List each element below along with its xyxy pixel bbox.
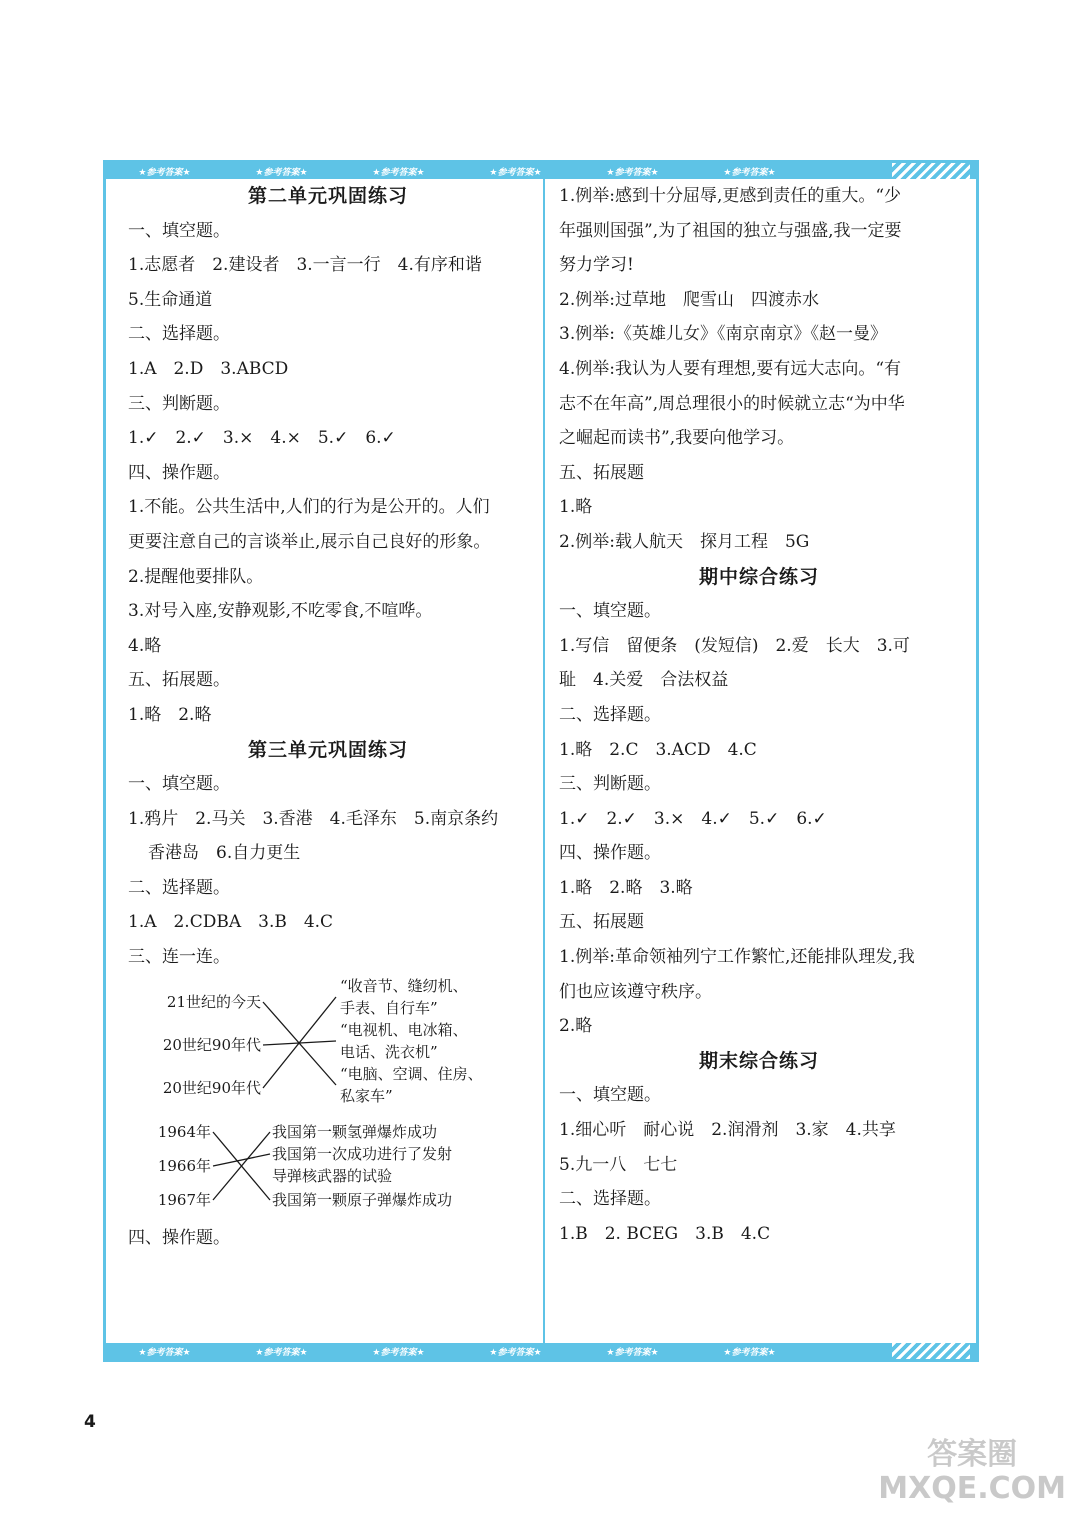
footer-tag: ★参考答案★ (723, 1347, 776, 1358)
footer-bar (106, 1343, 976, 1359)
answer-line: 努力学习! (559, 255, 634, 276)
match-label: “电脑、空调、住房、 (340, 1064, 483, 1083)
stripe-decoration (892, 163, 970, 179)
answer-line: 2.提醒他要排队。 (128, 566, 264, 587)
match-label: 1966年 (157, 1156, 211, 1175)
match-label: 电话、洗衣机” (340, 1042, 438, 1061)
header-tag: ★参考答案★ (138, 167, 191, 178)
header-tag: ★参考答案★ (255, 167, 308, 178)
watermark-line: 答案圈 (927, 1437, 1018, 1472)
answer-line: 5.生命通道 (128, 289, 213, 310)
match-label: 20世纪90年代 (162, 1078, 261, 1097)
match-label: 1967年 (157, 1190, 211, 1209)
answer-line: 五、拓展题。 (128, 670, 230, 691)
answer-line: 1.鸦片 2.马关 3.香港 4.毛泽东 5.南京条约 (128, 808, 499, 829)
header-bar (106, 163, 976, 179)
header-tag: ★参考答案★ (372, 167, 425, 178)
answer-line: 香港岛 6.自力更生 (148, 843, 301, 864)
answer-line: 1.B 2. BCEG 3.B 4.C (559, 1223, 771, 1244)
answer-line: 三、连一连。 (128, 947, 230, 968)
section-title: 第二单元巩固练习 (247, 185, 408, 207)
answer-line: 四、操作题。 (128, 1227, 230, 1248)
section-title: 期中综合练习 (698, 565, 819, 588)
section-title: 第三单元巩固练习 (247, 738, 408, 761)
answer-line: 二、选择题。 (128, 324, 230, 345)
column-divider (543, 179, 545, 1343)
answer-line: 之崛起而读书”,我要向他学习。 (559, 428, 795, 449)
page-number: 4 (84, 1412, 96, 1432)
left-column (128, 179, 528, 1255)
answer-line: 五、拓展题 (559, 912, 644, 933)
match-line (263, 997, 336, 1088)
answer-line: 一、填空题。 (559, 601, 661, 622)
match-label: 导弹核武器的试验 (272, 1166, 393, 1185)
answer-line: 四、操作题。 (128, 462, 230, 483)
answer-line: 5.九一八 七七 (559, 1154, 678, 1175)
watermark-line: MXQE.COM (878, 1471, 1066, 1506)
match-label: 我国第一颗原子弹爆炸成功 (272, 1190, 453, 1209)
answer-line: 1.略 2.略 (128, 704, 212, 725)
footer-tag: ★参考答案★ (255, 1347, 308, 1358)
answer-line: 年强则国强”,为了祖国的独立与强盛,我一定要 (559, 220, 902, 241)
answer-line: 1.细心听 耐心说 2.润滑剂 3.家 4.共享 (559, 1120, 896, 1141)
match-label: 手表、自行车” (340, 998, 438, 1017)
answer-line: 1.例举:革命领袖列宁工作繁忙,还能排队理发,我 (559, 947, 915, 968)
answer-line: 三、判断题。 (559, 774, 661, 795)
match-line (213, 1154, 270, 1166)
answer-line: 三、判断题。 (128, 393, 230, 414)
answer-line: 1.A 2.D 3.ABCD (128, 358, 289, 379)
answer-line: 1.略 2.略 3.略 (559, 877, 693, 898)
answer-line: 3.对号入座,安静观影,不吃零食,不喧哗。 (128, 601, 433, 622)
answer-line: 五、拓展题 (559, 462, 644, 483)
match-label: 20世纪90年代 (162, 1035, 261, 1054)
answer-line: 2.例举:载人航天 探月工程 5G (559, 531, 810, 552)
section-title: 期末综合练习 (698, 1049, 819, 1072)
answer-line: 四、操作题。 (559, 843, 661, 864)
stripe-decoration (892, 1343, 970, 1359)
answer-line: 1.略 2.C 3.ACD 4.C (559, 739, 757, 760)
match-label: 我国第一次成功进行了发射 (272, 1144, 453, 1163)
right-column (559, 179, 959, 1251)
answer-line: 1.例举:感到十分屈辱,更感到责任的重大。“少 (559, 186, 902, 206)
match-label: “收音节、缝纫机、 (340, 976, 468, 995)
answer-line: 1.✓ 2.✓ 3.× 4.× 5.✓ 6.✓ (128, 428, 396, 449)
header-tag: ★参考答案★ (606, 167, 659, 178)
answer-line: 3.例举:《英雄儿女》《南京南京》《赵一曼》 (559, 324, 887, 345)
answer-line: 1.✓ 2.✓ 3.× 4.✓ 5.✓ 6.✓ (559, 808, 827, 829)
answer-line: 二、选择题。 (559, 1189, 661, 1210)
footer-tag: ★参考答案★ (372, 1347, 425, 1358)
footer-tag: ★参考答案★ (489, 1347, 542, 1358)
answer-line: 4.例举:我认为人要有理想,要有远大志向。“有 (559, 358, 902, 379)
match-label: 1964年 (157, 1122, 211, 1141)
answer-line: 二、选择题。 (559, 704, 661, 725)
answer-page-frame (103, 160, 979, 1362)
answer-line: 一、填空题。 (128, 220, 230, 241)
footer-tag: ★参考答案★ (606, 1347, 659, 1358)
answer-line: 1.略 (559, 497, 593, 518)
answer-line: 们也应该遵守秩序。 (559, 981, 712, 1002)
answer-line: 1.志愿者 2.建设者 3.一言一行 4.有序和谐 (128, 255, 482, 276)
match-label: “电视机、电冰箱、 (340, 1020, 468, 1039)
match-label: 私家车” (340, 1086, 393, 1105)
answer-line: 1.写信 留便条 (发短信) 2.爱 长大 3.可 (559, 635, 910, 656)
answer-line: 二、选择题。 (128, 877, 230, 898)
answer-line: 一、填空题。 (559, 1085, 661, 1106)
answer-line: 4.略 (128, 635, 162, 656)
answer-line: 耻 4.关爱 合法权益 (559, 670, 729, 691)
footer-tag: ★参考答案★ (138, 1347, 191, 1358)
header-tag: ★参考答案★ (723, 167, 776, 178)
answer-line: 1.A 2.CDBA 3.B 4.C (128, 912, 334, 933)
answer-line: 更要注意自己的言谈举止,展示自己良好的形象。 (128, 531, 491, 552)
site-watermark (878, 1438, 1066, 1506)
answer-line: 2.例举:过草地 爬雪山 四渡赤水 (559, 289, 819, 310)
match-label: 我国第一颗氢弹爆炸成功 (272, 1122, 438, 1141)
answer-line: 1.不能。公共生活中,人们的行为是公开的。人们 (128, 497, 490, 518)
answer-line: 志不在年高”,周总理很小的时候就立志“为中华 (559, 393, 905, 414)
match-label: 21世纪的今天 (166, 992, 261, 1011)
answer-line: 一、填空题。 (128, 774, 230, 795)
header-tag: ★参考答案★ (489, 167, 542, 178)
matching-diagram (128, 975, 528, 1221)
answer-line: 2.略 (559, 1016, 593, 1037)
